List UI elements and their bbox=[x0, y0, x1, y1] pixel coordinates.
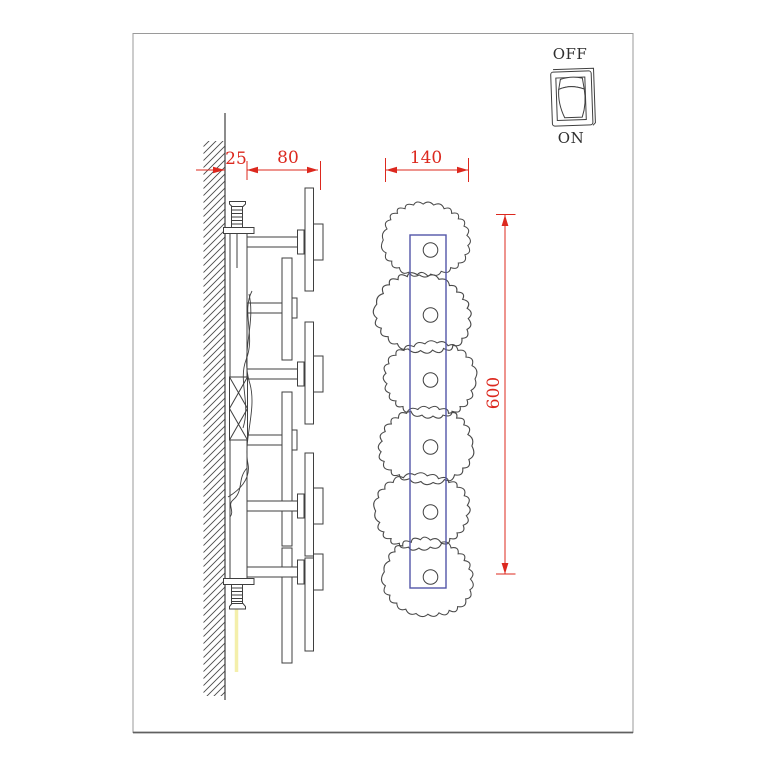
top-flange bbox=[224, 228, 255, 234]
junction-box-body bbox=[230, 377, 248, 440]
bottom-flange bbox=[224, 579, 255, 585]
backplate bbox=[410, 235, 446, 588]
glass-shade-plate bbox=[305, 558, 314, 651]
glass-shade-plate bbox=[305, 322, 314, 424]
lamp-arm bbox=[247, 501, 298, 511]
glass-shade-plate bbox=[282, 392, 292, 546]
hub bbox=[292, 298, 297, 318]
arrowhead bbox=[386, 167, 397, 174]
glass-shade-blob bbox=[377, 532, 479, 623]
dim-600-label: 600 bbox=[484, 376, 504, 410]
off-label: OFF bbox=[552, 45, 588, 63]
lamp-arms bbox=[247, 230, 304, 584]
lamp-arm bbox=[247, 369, 298, 379]
hub bbox=[314, 554, 324, 590]
front-view bbox=[367, 202, 480, 623]
screw-head bbox=[230, 604, 246, 610]
arm-cap bbox=[298, 230, 305, 254]
junction-box bbox=[230, 377, 248, 440]
lamp-hole bbox=[423, 440, 438, 455]
lamp-arm bbox=[247, 237, 298, 247]
arm-cap bbox=[298, 362, 305, 386]
lamp-holes bbox=[423, 243, 438, 585]
lamp-arm bbox=[247, 435, 282, 445]
dim-140-label: 140 bbox=[409, 148, 443, 168]
lamp-hole bbox=[423, 570, 438, 585]
arm-cap bbox=[298, 560, 305, 584]
glass-shade-blob bbox=[381, 202, 470, 277]
lamp-hole bbox=[423, 505, 438, 520]
screw-shaft bbox=[232, 585, 243, 604]
glass-shade-plate bbox=[282, 548, 292, 663]
wall-hatch bbox=[204, 141, 226, 696]
glass-shade-plate bbox=[305, 188, 314, 291]
hub bbox=[314, 224, 324, 260]
glass-shade-blobs bbox=[367, 202, 480, 623]
on-label: ON bbox=[557, 129, 585, 147]
hub bbox=[292, 430, 297, 450]
side-view bbox=[204, 113, 324, 700]
hub bbox=[314, 356, 324, 392]
dim-25-label: 25 bbox=[225, 149, 247, 169]
arrowhead bbox=[457, 167, 468, 174]
mounting-screw-bottom bbox=[230, 585, 246, 610]
shade-plates bbox=[282, 188, 314, 663]
lamp-arm bbox=[247, 303, 282, 313]
rocker-front-face bbox=[558, 86, 585, 118]
glass-shade-plate bbox=[305, 453, 314, 556]
arrowhead bbox=[307, 167, 318, 174]
arrowhead bbox=[502, 215, 509, 226]
hub bbox=[314, 488, 324, 524]
lamp-arm bbox=[247, 567, 298, 577]
dim-80-label: 80 bbox=[277, 148, 299, 168]
main-drawing bbox=[196, 45, 595, 700]
screw-head bbox=[230, 202, 246, 207]
lamp-hole bbox=[423, 243, 438, 258]
arrowhead bbox=[247, 167, 258, 174]
lamp-hole bbox=[423, 373, 438, 388]
lamp-hole bbox=[423, 308, 438, 323]
arm-cap bbox=[298, 494, 305, 518]
arrowhead bbox=[502, 563, 509, 574]
rocker-switch-illustration bbox=[551, 45, 596, 147]
glass-shade-plate bbox=[282, 258, 292, 360]
